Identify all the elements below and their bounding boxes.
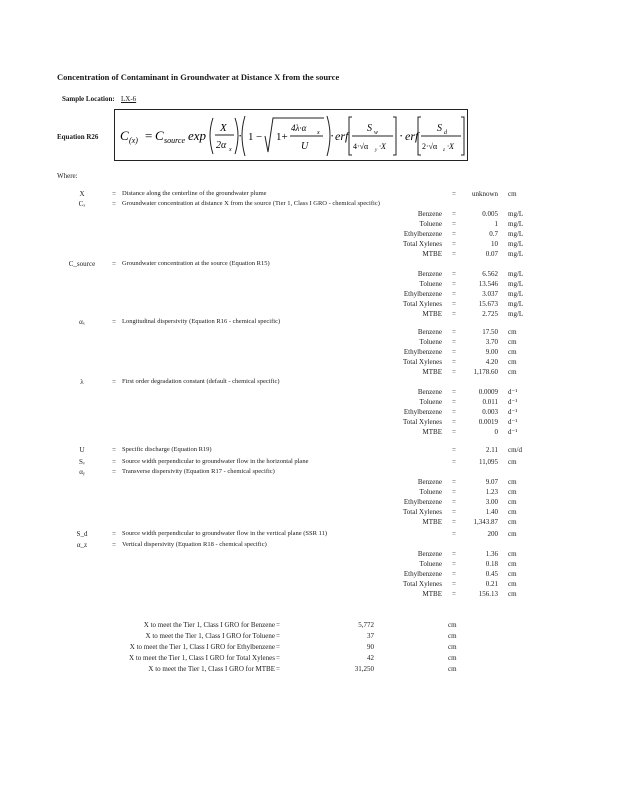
equals-sign: = [112, 541, 116, 549]
variable-description: Groundwater concentration at distance X from the source (Tier 1, Class I GRO - chemical specific) [122, 200, 380, 207]
chemical-name: Benzene [417, 388, 442, 396]
chemical-name: MTBE [422, 428, 442, 436]
equals-sign: = [452, 570, 456, 578]
chemical-name: Ethylbenzene [403, 498, 442, 506]
variable-value: 200 [487, 530, 498, 538]
variable-symbol: λ [80, 378, 84, 386]
summary-unit: cm [448, 643, 457, 651]
chemical-unit: cm [508, 590, 517, 598]
equals-sign: = [452, 478, 456, 486]
chemical-unit: mg/L [508, 210, 524, 218]
eq-c-sub: source [164, 136, 186, 145]
chemical-value: 0.07 [485, 250, 498, 258]
equals-sign: = [276, 654, 280, 662]
equals-sign: = [452, 580, 456, 588]
eq-erf2-den: 2·√α [422, 142, 438, 151]
equals-sign: = [452, 418, 456, 426]
equals-sign: = [112, 318, 116, 326]
equals-sign: = [452, 446, 456, 454]
equals-sign: = [452, 550, 456, 558]
eq-four-lambda-sub: x [317, 130, 320, 136]
eq-frac1-num: X [220, 122, 227, 134]
chemical-name: Ethylbenzene [403, 408, 442, 416]
equals-sign: = [452, 408, 456, 416]
eq-exp: exp [188, 128, 207, 143]
chemical-unit: d⁻¹ [508, 428, 518, 436]
eq-sd-sub: d [444, 130, 447, 136]
equals-sign: = [112, 530, 116, 538]
variable-value: 11,095 [479, 458, 498, 466]
chemical-unit: mg/L [508, 230, 524, 238]
chemical-name: Toluene [419, 220, 442, 228]
chemical-value: 0.0009 [478, 388, 498, 396]
equals-sign: = [452, 240, 456, 248]
variable-unit: cm/d [508, 446, 522, 454]
svg-text:·: · [238, 128, 243, 143]
equals-sign: = [452, 488, 456, 496]
equals-sign: = [452, 590, 456, 598]
page-title: Concentration of Contaminant in Groundwater at Distance X from the source [57, 72, 340, 82]
equals-sign: = [452, 458, 456, 466]
chemical-name: Total Xylenes [403, 580, 442, 588]
chemical-value: 0.18 [485, 560, 498, 568]
variable-unit: cm [508, 190, 517, 198]
equals-sign: = [452, 530, 456, 538]
summary-label: X to meet the Tier 1, Class I GRO for Benzene [143, 621, 275, 629]
svg-text:·: · [399, 128, 404, 143]
chemical-value: 0.005 [482, 210, 498, 218]
eq-four-lambda: 4λ·α [291, 123, 307, 133]
equation-box [114, 109, 468, 161]
chemical-value: 0.21 [485, 580, 498, 588]
variable-description: Transverse dispersivity (Equation R17 - chemical specific) [122, 468, 275, 475]
chemical-unit: cm [508, 580, 517, 588]
eq-u: U [301, 141, 309, 152]
variable-symbol: αᵧ [79, 468, 85, 476]
chemical-name: MTBE [422, 310, 442, 318]
svg-text:=: = [145, 128, 153, 143]
svg-text:·: · [330, 128, 335, 143]
chemical-unit: cm [508, 358, 517, 366]
equals-sign: = [112, 200, 116, 208]
chemical-name: Toluene [419, 338, 442, 346]
chemical-name: Benzene [417, 328, 442, 336]
sample-location-value: LX-6 [121, 95, 137, 103]
variable-unit: cm [508, 458, 517, 466]
chemical-name: Total Xylenes [403, 300, 442, 308]
eq-erf1-den: 4·√α [353, 142, 369, 151]
chemical-name: Toluene [419, 560, 442, 568]
chemical-name: Toluene [419, 398, 442, 406]
chemical-unit: cm [508, 328, 517, 336]
equals-sign: = [452, 300, 456, 308]
eq-sw-sub: w [374, 130, 379, 136]
chemical-name: MTBE [422, 590, 442, 598]
eq-lhs: C [120, 128, 129, 143]
summary-unit: cm [448, 632, 457, 640]
chemical-value: 0 [494, 428, 498, 436]
equals-sign: = [452, 230, 456, 238]
variable-symbol: α_z [76, 541, 88, 549]
chemical-unit: cm [508, 488, 517, 496]
chemical-unit: cm [508, 560, 517, 568]
eq-erf1-den-sub: y [375, 148, 378, 153]
chemical-name: Total Xylenes [403, 358, 442, 366]
equals-sign: = [112, 446, 116, 454]
equals-sign: = [452, 368, 456, 376]
equation-label: Equation R26 [57, 133, 99, 141]
svg-text:1+: 1+ [276, 131, 288, 143]
chemical-name: MTBE [422, 250, 442, 258]
chemical-unit: cm [508, 518, 517, 526]
chemical-name: Total Xylenes [403, 240, 442, 248]
summary-label: X to meet the Tier 1, Class I GRO for Total Xylenes [129, 654, 275, 662]
equals-sign: = [452, 398, 456, 406]
chemical-unit: cm [508, 498, 517, 506]
variable-description: Groundwater concentration at the source (Equation R15) [122, 260, 270, 267]
chemical-value: 4.20 [485, 358, 498, 366]
summary-value: 90 [367, 643, 374, 651]
chemical-unit: d⁻¹ [508, 408, 518, 416]
chemical-unit: cm [508, 478, 517, 486]
chemical-value: 9.00 [485, 348, 498, 356]
variable-symbol: Cₓ [78, 200, 86, 208]
equals-sign: = [452, 560, 456, 568]
chemical-unit: cm [508, 368, 517, 376]
chemical-name: Benzene [417, 550, 442, 558]
chemical-value: 1.23 [485, 488, 498, 496]
variable-symbol: Sᵥ [79, 458, 85, 466]
chemical-value: 1,178.60 [473, 368, 498, 376]
equals-sign: = [452, 328, 456, 336]
equals-sign: = [452, 428, 456, 436]
chemical-name: Ethylbenzene [403, 230, 442, 238]
summary-value: 31,250 [354, 665, 374, 673]
chemical-value: 3.00 [485, 498, 498, 506]
equals-sign: = [452, 388, 456, 396]
chemical-value: 9.07 [485, 478, 498, 486]
summary-value: 37 [367, 632, 374, 640]
chemical-value: 0.45 [485, 570, 498, 578]
chemical-unit: cm [508, 570, 517, 578]
equals-sign: = [452, 280, 456, 288]
chemical-name: Ethylbenzene [403, 570, 442, 578]
equals-sign: = [452, 210, 456, 218]
chemical-name: Benzene [417, 210, 442, 218]
equals-sign: = [276, 643, 280, 651]
equals-sign: = [112, 260, 116, 268]
chemical-name: MTBE [422, 518, 442, 526]
equals-sign: = [452, 220, 456, 228]
eq-sd: S [437, 123, 442, 134]
svg-text:−: − [256, 131, 263, 143]
chemical-name: Toluene [419, 280, 442, 288]
chemical-name: Ethylbenzene [403, 290, 442, 298]
chemical-value: 156.13 [478, 590, 498, 598]
chemical-value: 15.673 [478, 300, 498, 308]
chemical-unit: cm [508, 348, 517, 356]
chemical-name: MTBE [422, 368, 442, 376]
chemical-unit: d⁻¹ [508, 398, 518, 406]
summary-label: X to meet the Tier 1, Class I GRO for MTBE [148, 665, 275, 673]
chemical-unit: d⁻¹ [508, 388, 518, 396]
chemical-value: 3.037 [482, 290, 498, 298]
eq-lhs-sub: (x) [129, 136, 138, 145]
equals-sign: = [452, 518, 456, 526]
equals-sign: = [276, 665, 280, 673]
variable-description: Source width perpendicular to groundwater flow in the horizontal plane [122, 458, 309, 465]
where-label: Where: [57, 172, 78, 180]
chemical-value: 2.725 [482, 310, 498, 318]
equals-sign: = [452, 508, 456, 516]
chemical-value: 0.7 [489, 230, 498, 238]
chemical-unit: mg/L [508, 250, 524, 258]
chemical-name: Benzene [417, 478, 442, 486]
chemical-unit: mg/L [508, 280, 524, 288]
chemical-name: Total Xylenes [403, 418, 442, 426]
equals-sign: = [452, 250, 456, 258]
equals-sign: = [112, 458, 116, 466]
equals-sign: = [112, 378, 116, 386]
variable-symbol: U [79, 446, 85, 454]
chemical-value: 1,343.87 [473, 518, 498, 526]
equation-formula [115, 110, 467, 160]
chemical-value: 13.546 [478, 280, 498, 288]
equals-sign: = [452, 498, 456, 506]
chemical-unit: mg/L [508, 290, 524, 298]
summary-value: 5,772 [358, 621, 374, 629]
chemical-unit: cm [508, 550, 517, 558]
chemical-value: 6.562 [482, 270, 498, 278]
equals-sign: = [276, 632, 280, 640]
sample-location-label: Sample Location: [62, 95, 115, 103]
eq-one: 1 [248, 131, 254, 143]
chemical-unit: mg/L [508, 310, 524, 318]
chemical-unit: cm [508, 338, 517, 346]
summary-unit: cm [448, 665, 457, 673]
chemical-value: 1.36 [485, 550, 498, 558]
chemical-unit: mg/L [508, 240, 524, 248]
variable-symbol: αₓ [79, 318, 85, 326]
equals-sign: = [112, 468, 116, 476]
variable-symbol: S_d [76, 530, 88, 538]
chemical-unit: cm [508, 508, 517, 516]
equals-sign: = [452, 190, 456, 198]
equals-sign: = [452, 310, 456, 318]
summary-unit: cm [448, 654, 457, 662]
chemical-unit: mg/L [508, 300, 524, 308]
variable-description: Source width perpendicular to groundwater flow in the vertical plane (SSR 11) [122, 530, 327, 537]
equals-sign: = [452, 270, 456, 278]
eq-sw: S [367, 123, 372, 134]
eq-erf1-den-x: ·X [379, 142, 386, 151]
chemical-unit: d⁻¹ [508, 418, 518, 426]
equals-sign: = [452, 358, 456, 366]
variable-description: Longitudinal dispersivity (Equation R16 - chemical specific) [122, 318, 281, 325]
variable-symbol: X [79, 190, 85, 198]
variable-description: Specific discharge (Equation R19) [122, 446, 212, 453]
variable-description: Distance along the centerline of the groundwater plume [122, 190, 267, 197]
eq-erf2: erf [405, 129, 419, 143]
chemical-value: 3.70 [485, 338, 498, 346]
eq-erf1: erf [335, 129, 349, 143]
summary-label: X to meet the Tier 1, Class I GRO for Ethylbenzene [129, 643, 275, 651]
equals-sign: = [112, 190, 116, 198]
chemical-name: Toluene [419, 488, 442, 496]
chemical-value: 17.50 [482, 328, 498, 336]
chemical-value: 10 [491, 240, 498, 248]
chemical-name: Total Xylenes [403, 508, 442, 516]
chemical-unit: mg/L [508, 270, 524, 278]
eq-erf2-den-x: ·X [447, 142, 454, 151]
chemical-value: 1.40 [485, 508, 498, 516]
summary-unit: cm [448, 621, 457, 629]
variable-value: unknown [471, 190, 498, 198]
variable-unit: cm [508, 530, 517, 538]
chemical-value: 0.003 [482, 408, 498, 416]
variable-description: First order degradation constant (default - chemical specific) [122, 378, 280, 385]
chemical-value: 0.0019 [478, 418, 498, 426]
chemical-name: Benzene [417, 270, 442, 278]
chemical-unit: mg/L [508, 220, 524, 228]
eq-frac1-den: 2α [216, 140, 227, 151]
equals-sign: = [276, 621, 280, 629]
eq-c: C [155, 128, 164, 143]
variable-value: 2.11 [486, 446, 498, 454]
equals-sign: = [452, 290, 456, 298]
chemical-value: 0.011 [482, 398, 498, 406]
eq-frac1-den-sub: x [229, 147, 232, 153]
chemical-value: 1 [494, 220, 498, 228]
variable-symbol: C_source [68, 260, 96, 268]
equals-sign: = [452, 348, 456, 356]
eq-erf2-den-sub: z [443, 148, 445, 153]
summary-label: X to meet the Tier 1, Class I GRO for Toluene [145, 632, 275, 640]
summary-value: 42 [367, 654, 374, 662]
chemical-name: Ethylbenzene [403, 348, 442, 356]
equals-sign: = [452, 338, 456, 346]
variable-description: Vertical dispersivity (Equation R18 - chemical specific) [122, 541, 267, 548]
